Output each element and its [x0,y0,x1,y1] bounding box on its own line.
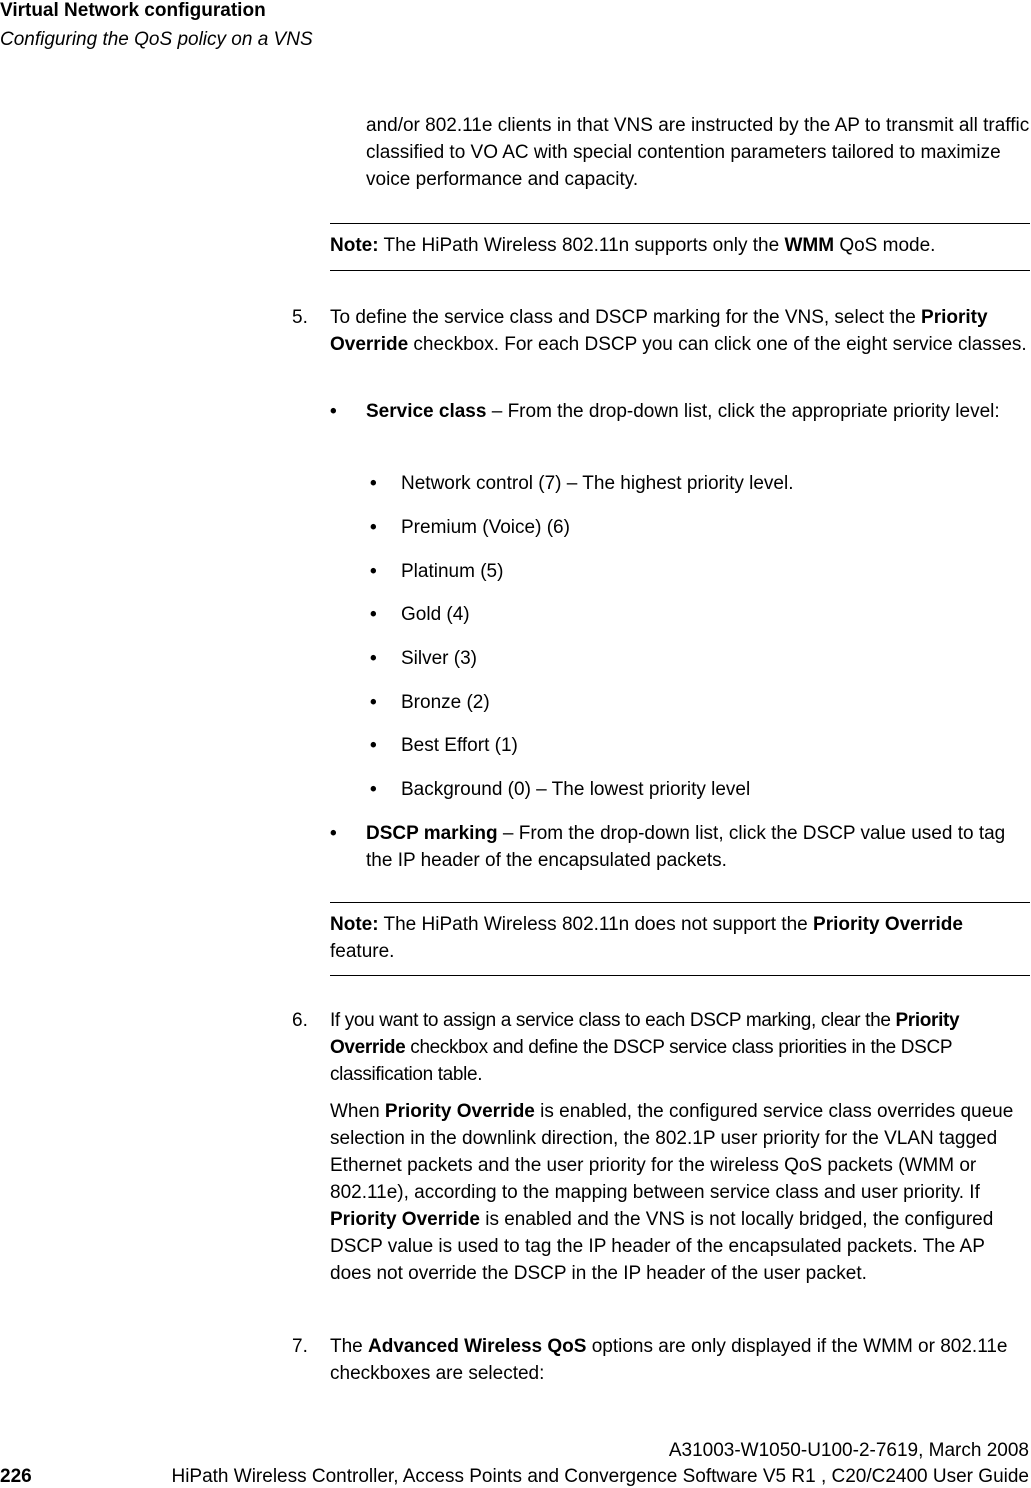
note-priority-override-text: Note: The HiPath Wireless 802.11n does not support the Priority Override feature. [330,914,963,962]
step-6-number: 6. [292,1010,308,1031]
header-title: Virtual Network configuration [0,0,266,21]
footer-guide-title: HiPath Wireless Controller, Access Points and Convergence Software V5 R1 , C20/C2400 User Guide [171,1466,1029,1487]
note-wmm [330,223,1030,271]
step-7-number: 7. [292,1336,308,1357]
step-5-text: To define the service class and DSCP marking for the VNS, select the Priority Override checkbox. For each DSCP you can click one of the eight service classes. [330,307,1027,355]
dscp-marking-bullet: • [330,823,337,844]
step-5-number: 5. [292,307,308,328]
footer-doc-id: A31003-W1050-U100-2-7619, March 2008 [668,1440,1029,1461]
note-priority-override [330,902,1030,976]
footer-page-number: 226 [0,1466,32,1487]
service-class-bullet: • [330,401,337,422]
note-wmm-text: Note: The HiPath Wireless 802.11n supports only the WMM QoS mode. [330,235,936,256]
dscp-marking-text: DSCP marking – From the drop-down list, click the DSCP value used to tag the IP header of the encapsulated packets. [366,823,1006,871]
note-label: Note: [330,914,379,935]
service-class-text: Service class – From the drop-down list, click the appropriate priority level: [366,401,1000,422]
step-6-detail: When Priority Override is enabled, the configured service class overrides queue selection in the downlink direction, the 802.1P user priority for the VLAN tagged Ethernet packets and the user priority for the wireless QoS packets (WMM or 802.11e), according to the mapping between service class and user priority. If Priority Override is enabled and the VNS is not locally bridged, the configured DSCP value is used to tag the IP header of the encapsulated packets. The AP does not override the DSCP in the IP header of the user packet. [330,1101,1014,1284]
note-label: Note: [330,235,379,256]
step-7-text: The Advanced Wireless QoS options are only displayed if the WMM or 802.11e checkboxes are selected: [330,1336,1008,1384]
header-subtitle: Configuring the QoS policy on a VNS [0,29,313,50]
intro-paragraph: and/or 802.11e clients in that VNS are instructed by the AP to transmit all traffic classified to VO AC with special contention parameters tailored to maximize voice performance and capacity. [366,115,1030,190]
step-6-text: If you want to assign a service class to each DSCP marking, clear the Priority Override checkbox and define the DSCP service class priorities in the DSCP classification table. [330,1010,960,1085]
